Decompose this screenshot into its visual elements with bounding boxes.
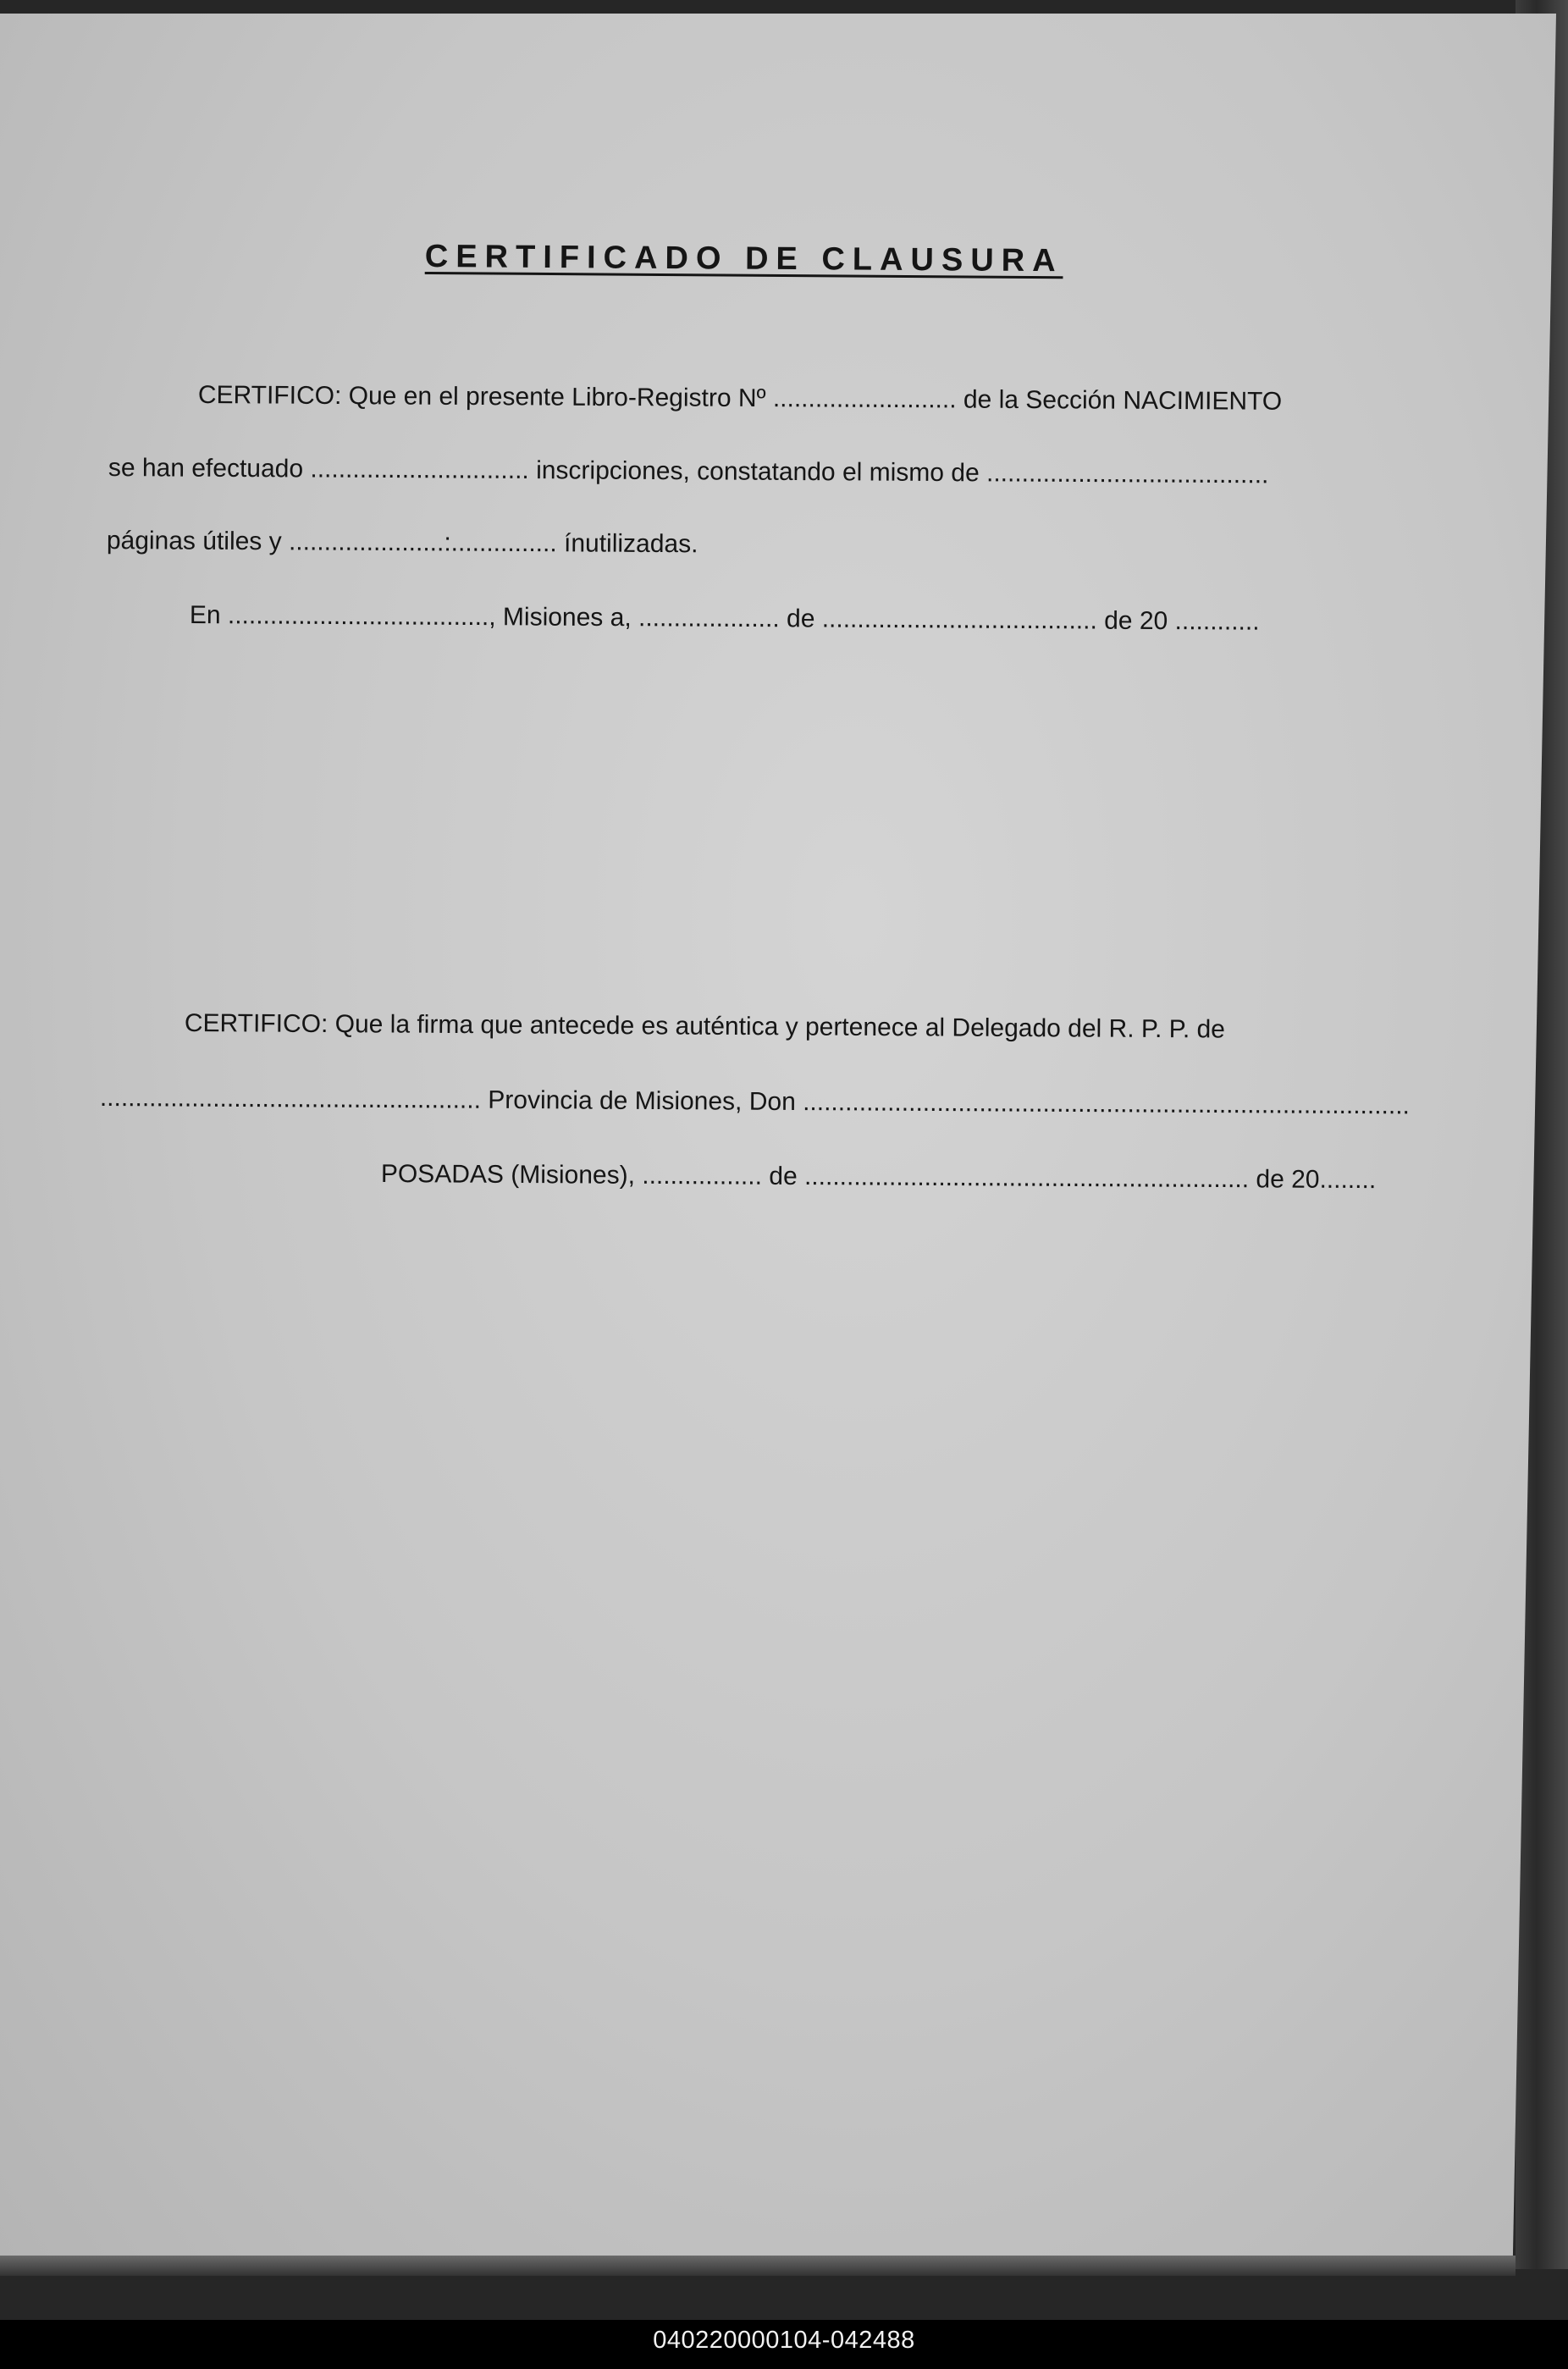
- cert2-line1: CERTIFICO: Que la firma que antecede es auténtica y pertenece al Delegado del R. P. P. de: [184, 1009, 1226, 1044]
- document-title: CERTIFICADO DE CLAUSURA: [424, 239, 1063, 279]
- cert2-line3: POSADAS (Misiones), ................. de ............................................................... de 20........: [380, 1160, 1377, 1195]
- page-bottom-edge: [0, 2256, 1516, 2276]
- cert1-line2: se han efectuado ............................... inscripciones, constatando el mismo de ........................................: [108, 454, 1269, 489]
- cert2-line2: ...................................................... Provincia de Misiones, Don ......................................................................................: [99, 1084, 1411, 1120]
- cert1-line3: páginas útiles y ......................:............... ínutilizadas.: [106, 527, 698, 559]
- cert1-line1: CERTIFICO: Que en el presente Libro-Registro Nº .......................... de la Sección NACIMIENTO: [197, 381, 1283, 416]
- cert1-line4: En ....................................., Misiones a, .................... de ....................................... de 20 ............: [189, 601, 1260, 636]
- document-code: 040220000104-042488: [653, 2327, 915, 2354]
- document-page: [0, 14, 1556, 2272]
